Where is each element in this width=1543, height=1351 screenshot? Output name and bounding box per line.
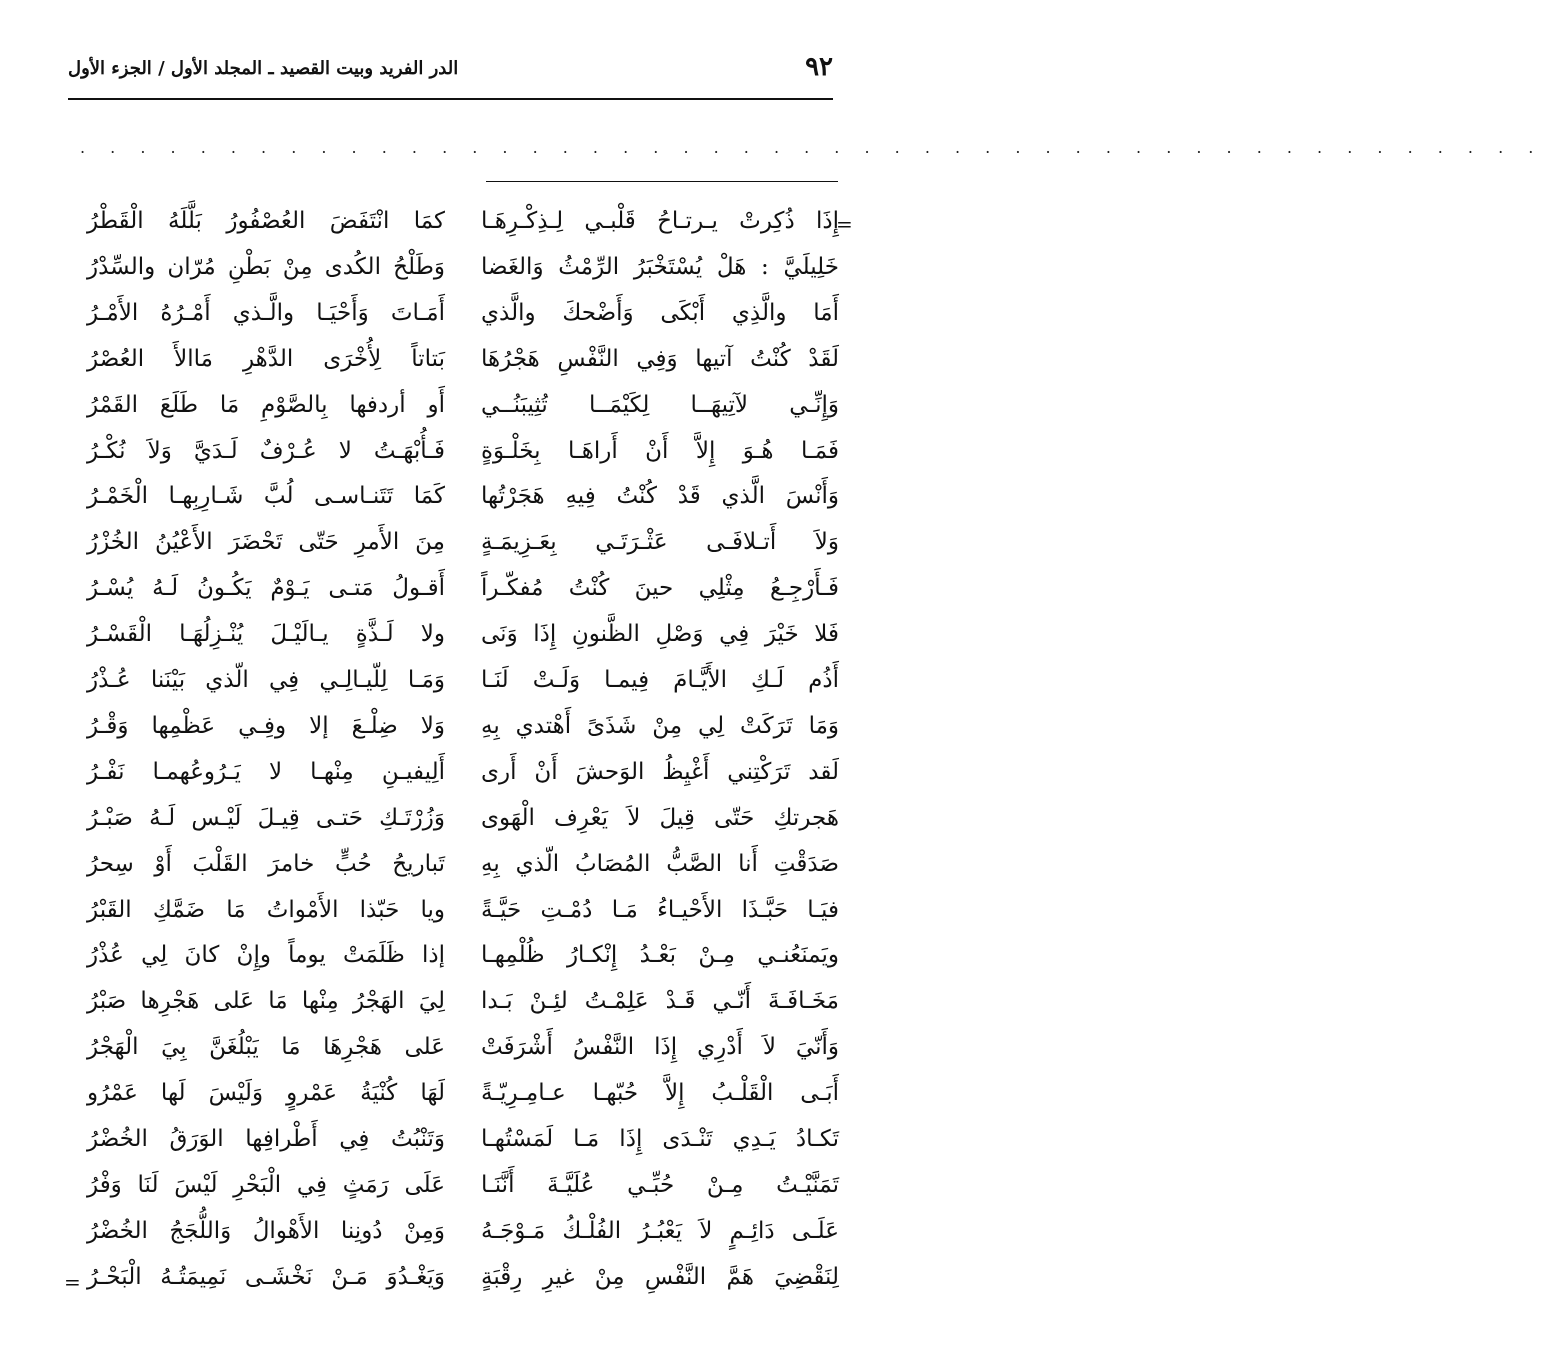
verse-line xyxy=(0,1116,919,1162)
hemistich-second: وَتَنْبُتُ فِي أَطْرافِها الوَرَقُ الخُضْرُ xyxy=(87,1126,445,1152)
page-header xyxy=(68,52,833,88)
verse-line xyxy=(0,703,919,749)
hemistich-first: هَجرتكِ حَتّى قِيلَ لاَ يَعْرِف الْهَوى xyxy=(481,804,839,831)
hemistich-first: تَمَنَّيْـتُ مِـنْ حُبِّـي عُلَيَّـةَ أَنَّنَـا xyxy=(481,1171,839,1198)
hemistich-first: لَقَدْ كُنْتُ آتيها وَفِي النَّفْسِ هَجْرُهَا xyxy=(481,345,839,372)
verse-line xyxy=(0,657,919,703)
continuation-marker-bottom: = xyxy=(64,1270,81,1294)
verse-line xyxy=(0,1162,919,1208)
hemistich-second: أَمَـاتَ وَأَحْيَـا والَّـذي أَمْـرُهُ الأَمْـرُ xyxy=(87,299,445,326)
hemistich-second: بَتاتاً لِأُخْرَى الدَّهْرِ مَاالأَ العُصْرُ xyxy=(87,345,445,372)
hemistich-second: وَلا ضِلْـعَ إلا وفِـي عَظْمِها وَقْـرُ xyxy=(87,712,445,739)
verse-line xyxy=(0,887,919,933)
hemistich-second: أَقـولُ مَتـى يَـوْمٌ يَكُـونُ لَـهُ يُسْـرُ xyxy=(87,575,445,602)
hemistich-second: وَزُرْتَـكِ حَتـى قِيـلَ لَيْـس لَـهُ صَبْـرُ xyxy=(87,804,445,831)
hemistich-second: عَلى هَجْرِهَا مَا يَبْلُغَنَّ بِيَ الْهَجْرُ xyxy=(87,1034,445,1061)
hemistich-second: كمَا انْتَفَضَ العُصْفُورُ بَلَّلَهُ الْقَطْرُ xyxy=(87,208,445,234)
hemistich-first: لَقد تَرَكْتِني أَغْيِظُ الوَحشَ أَنْ أَرى xyxy=(481,758,839,785)
hemistich-first: وَمَا تَرَكَتْ لِي مِنْ شَذَىً أَهْتدي بِهِ xyxy=(481,712,839,739)
hemistich-first: فيَـا حَبَّـذَا الأَحْيـاءُ مَـا دُمْـتِ حَيَّـةً xyxy=(481,896,839,923)
continuation-marker-top: = xyxy=(836,212,853,236)
hemistich-second: عَلَى رَمَثٍ فِي الْبَحْرِ لَيْسَ لَنَا وَفْرُ xyxy=(87,1171,445,1198)
verse-line xyxy=(0,198,919,244)
hemistich-second: أَلِيفيـنِ مِنْهـا لا يَـرُوعُهمـا نَفْـرُ xyxy=(87,758,445,785)
dotted-separator: . . . . . . . . . . . . . . . . . . . . . . . . . . . . . . . . . . . . . . . . . . . . . . . . . xyxy=(80,138,1543,157)
hemistich-second: تَباريحُ حُبٍّ خامرَ القَلْبَ أَوْ سِحرُ xyxy=(87,850,445,877)
verse-line xyxy=(0,1024,919,1070)
hemistich-first: أَبَـى الْقَلْـبُ إِلاَّ حُبّهـا عـامِـرِيّـةً xyxy=(481,1080,839,1107)
hemistich-second: لِيَ الهَجْرُ مِنْها مَا عَلى هَجْرِها صَبْرُ xyxy=(87,988,445,1015)
hemistich-second: وَمِنْ دُونِنا الأَهْوالُ وَاللُّجَجُ الخُضْرُ xyxy=(87,1217,445,1244)
hemistich-first: فَمَـا هُـوَ إِلاَّ أَنْ أَراهَـا بِخَلْـوَةٍ xyxy=(481,437,839,464)
hemistich-first: خَلِيلَيَّ : هَلْ يُسْتَخْبَرُ الرِّمْثُ وَالغَضا xyxy=(481,253,839,280)
header-rule xyxy=(68,98,833,100)
hemistich-second: فَـأُبْهَـتُ لا عُـرْفٌ لَـدَيَّ وَلاَ نُكْـرُ xyxy=(87,437,445,464)
verse-line xyxy=(0,336,919,382)
hemistich-first: مَخَـافَـةَ أَنّـي قَـدْ عَلِمْـتُ لئِـنْ بَـدا xyxy=(481,988,839,1015)
verse-line xyxy=(0,473,919,519)
hemistich-first: إِذَا ذُكِرتْ يـرتـاحُ قَلْبـي لِـذِكْـرِهَـا xyxy=(481,208,839,234)
verse-line xyxy=(0,565,919,611)
verse-line xyxy=(0,290,919,336)
hemistich-first: عَلَـى دَائِـمٍ لاَ يَعْبُـرُ الفُلْـكُ مَـوْجَـهُ xyxy=(481,1217,839,1244)
verse-line xyxy=(0,841,919,887)
verse-line xyxy=(0,244,919,290)
hemistich-first: أَذُم لَـكِ الأَيَّـامَ فِيمـا وَلَـتْ لَنَـا xyxy=(481,667,839,693)
hemistich-second: إذا ظَلَمَتْ يوماً وإِنْ كانَ لِي عُذْرُ xyxy=(87,942,445,969)
verse-line xyxy=(0,428,919,474)
hemistich-first: تَكـادُ يَـدِي تَنْـدَى إِذَا مَـا لَمَسْتُهـا xyxy=(481,1126,839,1152)
hemistich-second: وَطَلْحُ الكُدى مِنْ بَطْنِ مُرّان والسِّدْرُ xyxy=(87,253,445,280)
short-rule xyxy=(486,181,838,182)
hemistich-first: وَإِنِّـي لآتِيهَــا لِكَيْمَــا تُثِيبَنُــي xyxy=(481,391,839,418)
verse-line xyxy=(0,978,919,1024)
hemistich-first: لِنَقْضِيَ هَمَّ النَّفْسِ مِنْ غيرِ رِقْبَةٍ xyxy=(481,1263,839,1290)
verse-line xyxy=(0,1070,919,1116)
hemistich-first: فَلا خَيْرَ فِي وَصْلِ الظَّنونِ إِذَا وَنَى xyxy=(481,621,839,648)
verse-line xyxy=(0,1208,919,1254)
verse-line xyxy=(0,932,919,978)
verse-line xyxy=(0,611,919,657)
hemistich-first: أَمَا والَّذِي أَبْكَى وَأَضْحكَ والَّذي xyxy=(481,299,839,326)
verse-line xyxy=(0,1254,919,1300)
hemistich-first: صَدَقْتِ أَنا الصَّبُّ المُصَابُ الّذي بِهِ xyxy=(481,850,839,877)
hemistich-second: مِنَ الأَمرِ حَتّى تَحْضَرَ الأَعْيُنُ الخُزْرُ xyxy=(87,529,445,556)
hemistich-second: ويا حَبّذا الأَمْواتُ مَا ضَمَّكِ القَبْرُ xyxy=(87,896,445,923)
running-title: الدر الفريد وبيت القصيد ـ المجلد الأول / الجزء الأول xyxy=(68,58,459,79)
hemistich-second: وَيَغْـدُوَ مَـنْ نَخْشَـى نَمِيمَتُـهُ الْبَحْـرُ xyxy=(87,1263,445,1290)
verse-line xyxy=(0,382,919,428)
hemistich-first: وَلاَ أَتـلافَـى عَثْـرَتَـي بِعَـزِيمَـةٍ xyxy=(481,529,839,556)
hemistich-first: وَأَنْسَ الَّذي قَدْ كُنْتُ فِيهِ هَجَرْتُها xyxy=(481,483,839,510)
verse-line xyxy=(0,795,919,841)
page-number: ٩٢ xyxy=(805,52,833,82)
hemistich-second: وَمَـا لِلّيـالِـي فِي الّذي بَيْنَنا عُـذْرُ xyxy=(87,667,445,693)
hemistich-second: لَهَا كُنْيَةُ عَمْروٍ وَلَيْسَ لَها عَمْرُو xyxy=(87,1080,445,1107)
hemistich-second: ولا لَـذَّةٍ يـالَيْـلَ يُنْـزِلُهَـا الْقَسْـرُ xyxy=(87,621,445,648)
verse-line xyxy=(0,519,919,565)
hemistich-first: ويَمنَعُنـي مِـنْ بَعْـدُ إِنْكـارُ ظُلْمِهـا xyxy=(481,942,839,969)
hemistich-first: فَـأَرْجِـعُ مِثْلِي حينَ كُنْتُ مُفكّـراً xyxy=(481,575,839,602)
hemistich-second: كَمَا تَتَنـاسـى لُبَّ شَـارِبِهـا الْخَمْـرُ xyxy=(87,483,445,510)
hemistich-second: أَو أردفها بِالصَّوْمِ مَا طَلَعَ القَمْرُ xyxy=(87,391,445,418)
hemistich-first: وَأَنّيَ لاَ أَدْرِي إِذَا النَّفْسُ أَشْرَفَتْ xyxy=(481,1034,839,1061)
verse-line xyxy=(0,749,919,795)
